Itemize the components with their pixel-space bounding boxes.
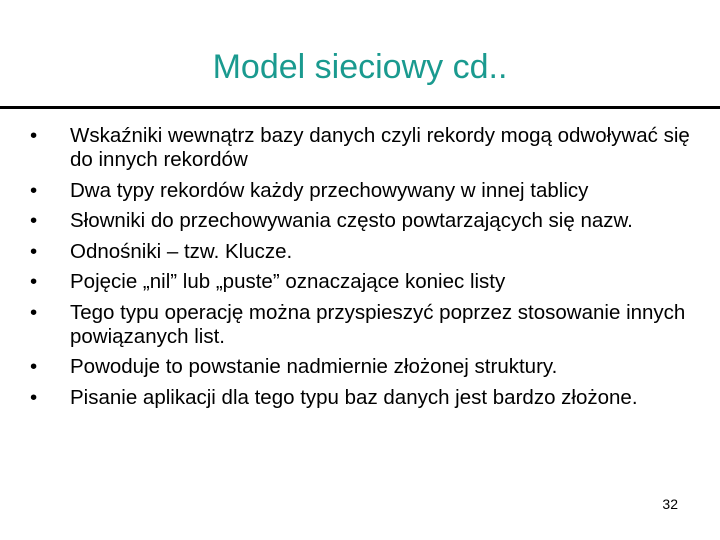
bullet-item: • Wskaźniki wewnątrz bazy danych czyli rekordy mogą odwoływać się do innych rekordów [30, 124, 698, 172]
bullet-item: • Pisanie aplikacji dla tego typu baz danych jest bardzo złożone. [30, 386, 698, 410]
bullet-item: • Pojęcie „nil” lub „puste” oznaczające koniec listy [30, 270, 698, 294]
slide-title: Model sieciowy cd.. [212, 48, 508, 86]
bullet-item: • Słowniki do przechowywania często powtarzających się nazw. [30, 209, 698, 233]
bullet-list [30, 124, 698, 416]
bullet-item: • Tego typu operację można przyspieszyć poprzez stosowanie innych powiązanych list. [30, 301, 698, 349]
title-divider [0, 106, 720, 109]
bullet-item: • Powoduje to powstanie nadmiernie złożonej struktury. [30, 355, 698, 379]
bullet-item: • Odnośniki – tzw. Klucze. [30, 240, 698, 264]
bullet-item: • Dwa typy rekordów każdy przechowywany w innej tablicy [30, 179, 698, 203]
page-number: 32 [662, 496, 678, 512]
